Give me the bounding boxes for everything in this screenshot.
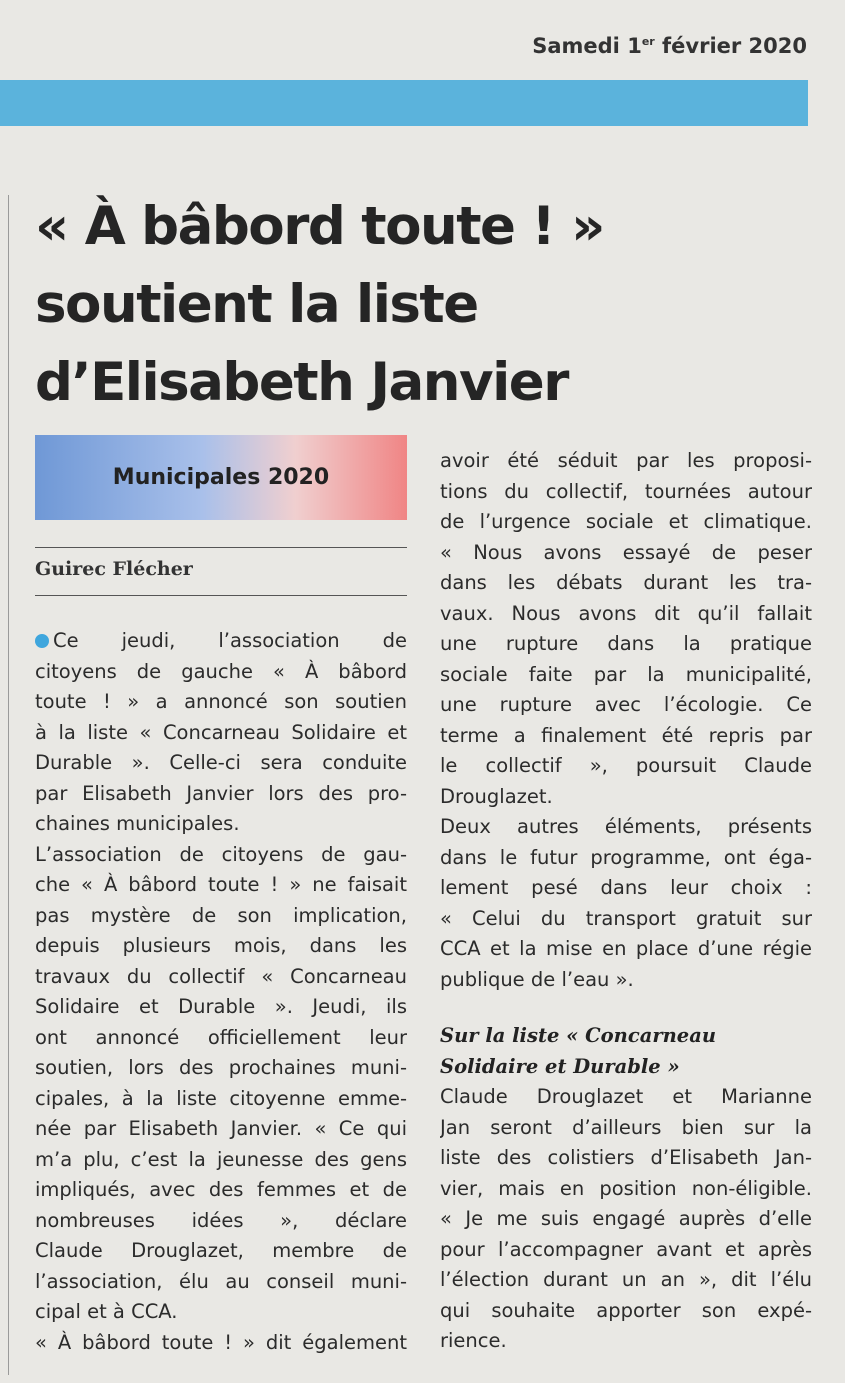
bullet-dot-icon <box>35 634 49 648</box>
text-line <box>35 901 407 932</box>
text-line <box>440 1296 812 1327</box>
line-text: une rupture avec l’écologie. Ce <box>440 693 812 716</box>
publication-date: Samedi 1er février 2020 <box>532 34 807 58</box>
text-line <box>35 657 407 688</box>
line-text: vaux. Nous avons dit qu’il fallait <box>440 601 812 625</box>
article-column-left <box>35 626 407 1358</box>
text-line <box>35 1114 407 1145</box>
line-text: cipales, à la liste citoyenne emme- <box>35 1086 407 1110</box>
final-paragraphs <box>440 1082 812 1357</box>
text-line <box>35 1328 407 1359</box>
text-line <box>440 1082 812 1113</box>
line-text: Claude Drouglazet, membre de <box>35 1239 407 1262</box>
line-text: nombreuses idées », déclare <box>35 1208 407 1232</box>
line-text: sociale faite par la municipalité, <box>440 662 812 686</box>
line-text: une rupture dans la pratique <box>440 632 812 655</box>
text-line <box>440 1265 812 1296</box>
line-text: Ce jeudi, l’association de <box>53 629 407 652</box>
line-text: née par Elisabeth Janvier. « Ce qui <box>35 1117 407 1140</box>
text-line <box>440 1143 812 1174</box>
line-text: pour l’accompagner avant et après <box>440 1237 812 1261</box>
text-line <box>35 718 407 749</box>
line-text: vier, mais en position non-éligible. <box>440 1176 812 1200</box>
line-text: « Celui du transport gratuit sur <box>440 906 812 930</box>
line-text: à la liste « Concarneau Solidaire et <box>35 720 407 744</box>
text-line <box>35 1084 407 1115</box>
line-text: dans le futur programme, ont éga- <box>440 845 812 869</box>
subheading-line: Sur la liste « Concarneau <box>440 1024 717 1047</box>
line-text: lement pesé dans leur choix : <box>440 876 812 899</box>
paragraph <box>440 812 812 995</box>
line-text: le collectif », poursuit Claude <box>440 754 812 777</box>
text-line <box>440 843 812 874</box>
text-line <box>35 779 407 810</box>
paragraph <box>440 446 812 812</box>
line-text: « À bâbord toute ! » dit également <box>35 1330 407 1354</box>
line-text: Drouglazet. <box>440 784 553 808</box>
line-text: depuis plusieurs mois, dans les <box>35 934 407 957</box>
text-line <box>35 1267 407 1298</box>
text-line <box>35 870 407 901</box>
line-text: « Nous avons essayé de peser <box>440 540 812 564</box>
line-text: pas mystère de son implication, <box>35 903 407 927</box>
text-line <box>440 904 812 935</box>
title-line: soutient la liste <box>35 274 478 335</box>
title-line: « À bâbord toute ! » <box>35 196 604 257</box>
line-text: che « À bâbord toute ! » ne faisait <box>35 873 407 896</box>
line-text: avoir été séduit par les proposi- <box>440 449 812 472</box>
column-divider <box>8 195 9 1375</box>
line-text: CCA et la mise en place d’une régie <box>440 937 812 960</box>
line-text: qui souhaite apporter son expé- <box>440 1298 812 1322</box>
line-text: l’association, élu au conseil muni- <box>35 1269 407 1293</box>
paragraph <box>35 1328 407 1359</box>
text-line <box>35 1023 407 1054</box>
line-text: m’a plu, c’est la jeunesse des gens <box>35 1147 407 1171</box>
line-text: l’élection durant un an », dit l’élu <box>440 1268 812 1291</box>
text-line <box>440 690 812 721</box>
divider <box>35 547 407 548</box>
text-line <box>35 809 407 840</box>
line-text: impliqués, avec des femmes et de <box>35 1178 407 1201</box>
line-text: Deux autres éléments, présents <box>440 815 812 838</box>
text-line <box>440 1235 812 1266</box>
text-line <box>440 1326 812 1357</box>
text-line <box>440 660 812 691</box>
line-text: rience. <box>440 1329 507 1352</box>
text-line <box>440 446 812 477</box>
text-line <box>35 840 407 871</box>
line-text: chaines municipales. <box>35 812 240 835</box>
text-line <box>440 1113 812 1144</box>
text-line <box>440 1174 812 1205</box>
text-line <box>35 1236 407 1267</box>
text-line <box>35 931 407 962</box>
subheading <box>440 1021 812 1082</box>
text-line <box>35 748 407 779</box>
text-line <box>440 812 812 843</box>
text-line <box>440 568 812 599</box>
article-title <box>35 188 604 422</box>
line-text: ont annoncé officiellement leur <box>35 1025 407 1049</box>
text-line <box>440 477 812 508</box>
text-line <box>35 1175 407 1206</box>
text-line <box>440 538 812 569</box>
line-text: tions du collectif, tournées autour <box>440 479 812 503</box>
header-color-bar <box>0 80 808 126</box>
line-text: liste des colistiers d’Elisabeth Jan- <box>440 1146 812 1169</box>
line-text: terme a finalement été repris par <box>440 723 812 747</box>
text-line <box>35 1145 407 1176</box>
paragraph <box>440 1082 812 1357</box>
line-text: Solidaire et Durable ». Jeudi, ils <box>35 995 407 1018</box>
text-line <box>440 629 812 660</box>
line-text: dans les débats durant les tra- <box>440 571 812 594</box>
line-text: Claude Drouglazet et Marianne <box>440 1085 812 1108</box>
banner-label: Municipales 2020 <box>112 465 330 490</box>
paragraph <box>35 840 407 1328</box>
section-banner <box>35 435 407 520</box>
text-line <box>440 599 812 630</box>
text-line <box>35 1206 407 1237</box>
text-line <box>440 934 812 965</box>
line-text: soutien, lors des prochaines muni- <box>35 1056 407 1079</box>
line-text: travaux du collectif « Concarneau <box>35 964 407 988</box>
text-line <box>35 1297 407 1328</box>
paragraph <box>35 626 407 840</box>
text-line <box>440 507 812 538</box>
line-text: par Elisabeth Janvier lors des pro- <box>35 781 407 805</box>
text-line <box>35 1053 407 1084</box>
line-text: de l’urgence sociale et climatique. <box>440 510 812 533</box>
divider <box>35 595 407 596</box>
text-line <box>440 782 812 813</box>
title-line: d’Elisabeth Janvier <box>35 352 568 413</box>
subheading-line: Solidaire et Durable » <box>440 1054 680 1078</box>
text-line <box>440 1204 812 1235</box>
text-line <box>440 721 812 752</box>
text-line <box>35 962 407 993</box>
line-text: L’association de citoyens de gau- <box>35 842 407 866</box>
text-line <box>35 687 407 718</box>
text-line <box>440 873 812 904</box>
line-text: Durable ». Celle-ci sera conduite <box>35 751 407 774</box>
text-line <box>440 751 812 782</box>
article-column-right <box>440 446 812 995</box>
line-text: toute ! » a annoncé son soutien <box>35 690 407 713</box>
line-text: citoyens de gauche « À bâbord <box>35 659 407 683</box>
line-text: Jan seront d’ailleurs bien sur la <box>440 1115 812 1139</box>
text-line <box>440 965 812 996</box>
line-text: « Je me suis engagé auprès d’elle <box>440 1207 812 1230</box>
line-text: publique de l’eau ». <box>440 967 634 991</box>
text-line <box>35 992 407 1023</box>
text-line <box>35 626 407 657</box>
article-column-right-lower <box>440 1021 812 1357</box>
line-text: cipal et à CCA. <box>35 1300 178 1323</box>
author-byline: Guirec Flécher <box>35 558 193 580</box>
